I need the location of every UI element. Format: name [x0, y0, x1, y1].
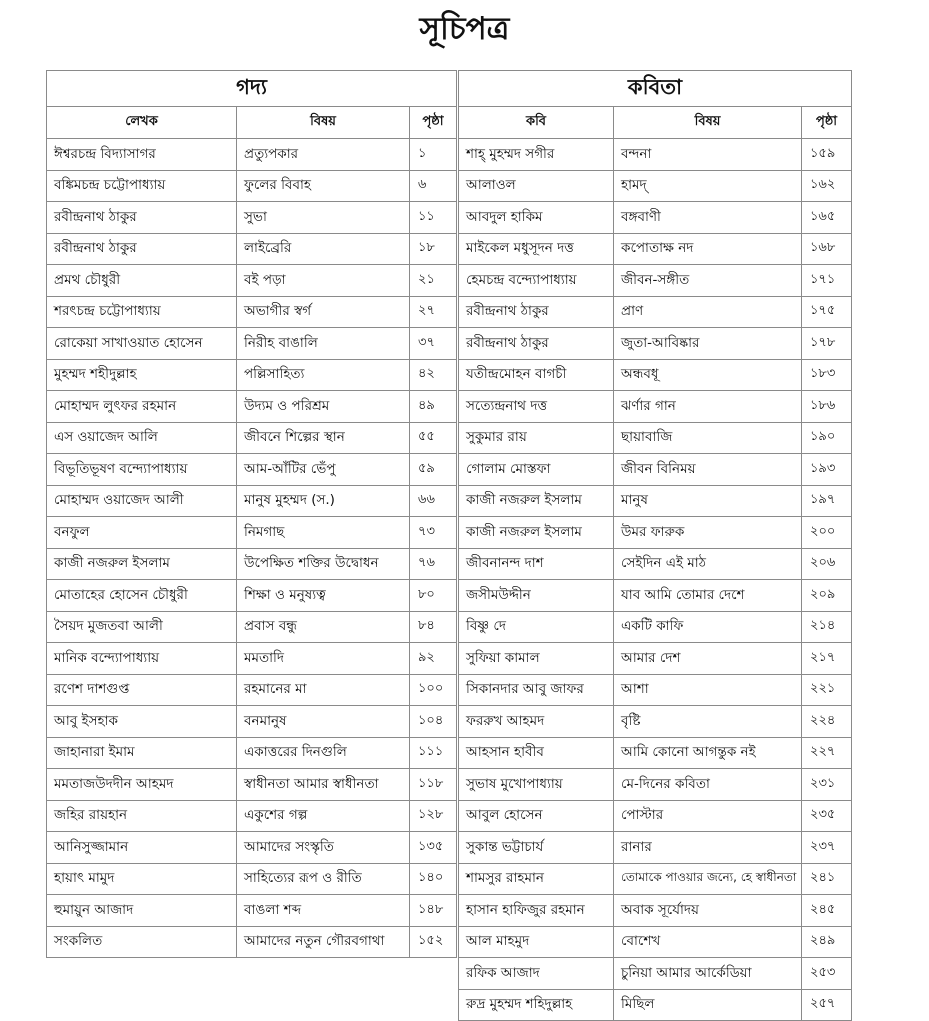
poet-cell: রফিক আজাদ — [459, 958, 614, 990]
column-header-subject: বিষয় — [237, 107, 410, 139]
page-number-cell: ২৫৩ — [802, 958, 852, 990]
subject-cell: অবাক সূর্যোদয় — [614, 895, 802, 927]
author-cell: মমতাজউদদীন আহমদ — [47, 769, 237, 801]
page-number-cell: ৬ — [410, 170, 457, 202]
author-cell: সংকলিত — [47, 926, 237, 958]
subject-cell: জীবন বিনিময় — [614, 454, 802, 486]
table-row — [459, 832, 852, 864]
table-row — [47, 202, 457, 234]
table-row — [459, 926, 852, 958]
table-row — [47, 674, 457, 706]
subject-cell: বৃষ্টি — [614, 706, 802, 738]
page-title: সূচিপত্র — [419, 11, 510, 47]
page-number-cell: ৮৪ — [410, 611, 457, 643]
table-row — [459, 265, 852, 297]
poet-cell: সুভাষ মুখোপাধ্যায় — [459, 769, 614, 801]
author-cell: এস ওয়াজেদ আলি — [47, 422, 237, 454]
table-row — [459, 422, 852, 454]
table-row — [459, 737, 852, 769]
author-cell: প্রমথ চৌধুরী — [47, 265, 237, 297]
subject-cell: ঝর্ণার গান — [614, 391, 802, 423]
page-number-cell: ২১ — [410, 265, 457, 297]
table-row — [47, 265, 457, 297]
subject-cell: অন্ধবধূ — [614, 359, 802, 391]
subject-cell: বন্দনা — [614, 139, 802, 171]
poet-cell: আল মাহমুদ — [459, 926, 614, 958]
author-cell: মুহম্মদ শহীদুল্লাহ — [47, 359, 237, 391]
author-cell: শরৎচন্দ্র চট্টোপাধ্যায় — [47, 296, 237, 328]
table-row — [47, 769, 457, 801]
author-cell: জাহানারা ইমাম — [47, 737, 237, 769]
page-number-cell: ১৯০ — [802, 422, 852, 454]
table-row — [459, 769, 852, 801]
poet-cell: মাইকেল মধুসূদন দত্ত — [459, 233, 614, 265]
page-number-cell: ২০৬ — [802, 548, 852, 580]
page-number-cell: ৭৬ — [410, 548, 457, 580]
poet-cell: রুদ্র মুহম্মদ শহিদুল্লাহ — [459, 989, 614, 1021]
page-number-cell: ২৪৯ — [802, 926, 852, 958]
subject-cell: আমার দেশ — [614, 643, 802, 675]
subject-cell: আমাদের সংস্কৃতি — [237, 832, 410, 864]
table-row — [459, 989, 852, 1021]
table-row — [459, 328, 852, 360]
page-number-cell: ১৫২ — [410, 926, 457, 958]
subject-cell: পোস্টার — [614, 800, 802, 832]
subject-cell: নিরীহ বাঙালি — [237, 328, 410, 360]
subject-cell: যাব আমি তোমার দেশে — [614, 580, 802, 612]
column-header-subject: বিষয় — [614, 107, 802, 139]
subject-cell: প্রবাস বন্ধু — [237, 611, 410, 643]
author-cell: কাজী নজরুল ইসলাম — [47, 548, 237, 580]
subject-cell: স্বাধীনতা আমার স্বাধীনতা — [237, 769, 410, 801]
subject-cell: সেইদিন এই মাঠ — [614, 548, 802, 580]
table-row — [47, 580, 457, 612]
author-cell: বঙ্কিমচন্দ্র চট্টোপাধ্যায় — [47, 170, 237, 202]
subject-cell: জীবন-সঙ্গীত — [614, 265, 802, 297]
table-row — [47, 643, 457, 675]
poet-cell: রবীন্দ্রনাথ ঠাকুর — [459, 296, 614, 328]
column-header-page: পৃষ্ঠা — [410, 107, 457, 139]
table-row — [47, 863, 457, 895]
column-header-poet: কবি — [459, 107, 614, 139]
author-cell: রবীন্দ্রনাথ ঠাকুর — [47, 233, 237, 265]
author-cell: হায়াৎ মামুদ — [47, 863, 237, 895]
page-number-cell: ২১৪ — [802, 611, 852, 643]
subject-cell: ছায়াবাজি — [614, 422, 802, 454]
table-row — [47, 170, 457, 202]
page-number-cell: ২৪১ — [802, 863, 852, 895]
table-row — [47, 611, 457, 643]
table-row — [47, 895, 457, 927]
page-number-cell: ৩৭ — [410, 328, 457, 360]
page-number-cell: ১০৪ — [410, 706, 457, 738]
prose-table — [46, 70, 457, 958]
table-row — [459, 895, 852, 927]
page-number-cell: ২০৯ — [802, 580, 852, 612]
poet-cell: বিষ্ণু দে — [459, 611, 614, 643]
table-row — [47, 328, 457, 360]
page-number-cell: ১০০ — [410, 674, 457, 706]
poet-cell: গোলাম মোস্তফা — [459, 454, 614, 486]
table-row — [459, 611, 852, 643]
subject-cell: উদ্যম ও পরিশ্রম — [237, 391, 410, 423]
table-row — [47, 233, 457, 265]
author-cell: আনিসুজ্জামান — [47, 832, 237, 864]
subject-cell: আমি কোনো আগন্তুক নই — [614, 737, 802, 769]
subject-cell: একটি কাফি — [614, 611, 802, 643]
poet-cell: আলাওল — [459, 170, 614, 202]
page-number-cell: ১৮৩ — [802, 359, 852, 391]
table-row — [47, 391, 457, 423]
subject-cell: একুশের গল্প — [237, 800, 410, 832]
subject-cell: মানুষ মুহম্মদ (স.) — [237, 485, 410, 517]
table-row — [459, 454, 852, 486]
page-number-cell: ১৬৫ — [802, 202, 852, 234]
subject-cell: মানুষ — [614, 485, 802, 517]
poet-cell: জীবনানন্দ দাশ — [459, 548, 614, 580]
table-row — [459, 170, 852, 202]
table-row — [459, 139, 852, 171]
table-row — [459, 233, 852, 265]
poet-cell: আবদুল হাকিম — [459, 202, 614, 234]
author-cell: মানিক বন্দ্যোপাধ্যায় — [47, 643, 237, 675]
page-number-cell: ২৭ — [410, 296, 457, 328]
page-number-cell: ১৩৫ — [410, 832, 457, 864]
author-cell: মোহাম্মদ লুৎফর রহমান — [47, 391, 237, 423]
subject-cell: উপেক্ষিত শক্তির উদ্বোধন — [237, 548, 410, 580]
table-row — [459, 643, 852, 675]
table-row — [459, 580, 852, 612]
subject-cell: উমর ফারুক — [614, 517, 802, 549]
page-number-cell: ৪২ — [410, 359, 457, 391]
page-number-cell: ১৬৮ — [802, 233, 852, 265]
poet-cell: শামসুর রাহমান — [459, 863, 614, 895]
poetry-rows — [459, 139, 852, 1021]
subject-cell: মিছিল — [614, 989, 802, 1021]
page-number-cell: ৭৩ — [410, 517, 457, 549]
page-number-cell: ১৯৭ — [802, 485, 852, 517]
poet-cell: সুকুমার রায় — [459, 422, 614, 454]
page-number-cell: ২৩৭ — [802, 832, 852, 864]
poet-cell: জসীমউদ্দীন — [459, 580, 614, 612]
poet-cell: হেমচন্দ্র বন্দ্যোপাধ্যায় — [459, 265, 614, 297]
column-header-author: লেখক — [47, 107, 237, 139]
author-cell: সৈয়দ মুজতবা আলী — [47, 611, 237, 643]
subject-cell: বনমানুষ — [237, 706, 410, 738]
page-number-cell: ৪৯ — [410, 391, 457, 423]
table-row — [47, 706, 457, 738]
poet-cell: কাজী নজরুল ইসলাম — [459, 485, 614, 517]
table-row — [459, 706, 852, 738]
subject-cell: আমাদের নতুন গৌরবগাথা — [237, 926, 410, 958]
subject-cell: সাহিত্যের রূপ ও রীতি — [237, 863, 410, 895]
table-row — [47, 548, 457, 580]
page-number-cell: ৫৫ — [410, 422, 457, 454]
poet-cell: সত্যেন্দ্রনাথ দত্ত — [459, 391, 614, 423]
table-row — [47, 454, 457, 486]
subject-cell: লাইব্রেরি — [237, 233, 410, 265]
poet-cell: সুফিয়া কামাল — [459, 643, 614, 675]
table-row — [47, 485, 457, 517]
table-row — [459, 800, 852, 832]
poet-cell: যতীন্দ্রমোহন বাগচী — [459, 359, 614, 391]
prose-rows — [47, 139, 457, 958]
page-number-cell: ২১৭ — [802, 643, 852, 675]
page-number-cell: ২২৪ — [802, 706, 852, 738]
subject-cell: চুনিয়া আমার আর্কেডিয়া — [614, 958, 802, 990]
author-cell: মোতাহের হোসেন চৌধুরী — [47, 580, 237, 612]
table-row — [459, 296, 852, 328]
table-row — [459, 863, 852, 895]
page-number-cell: ১৯৩ — [802, 454, 852, 486]
poetry-section-heading: কবিতা — [459, 71, 852, 107]
page-number-cell: ৯২ — [410, 643, 457, 675]
table-row — [459, 958, 852, 990]
author-cell: জহির রায়হান — [47, 800, 237, 832]
subject-cell: সুভা — [237, 202, 410, 234]
table-row — [47, 800, 457, 832]
subject-cell: বোশেখ — [614, 926, 802, 958]
subject-cell: তোমাকে পাওয়ার জন্যে, হে স্বাধীনতা — [614, 863, 802, 895]
page-number-cell: ৮০ — [410, 580, 457, 612]
author-cell: হুমায়ুন আজাদ — [47, 895, 237, 927]
subject-cell: জীবনে শিল্পের স্থান — [237, 422, 410, 454]
page-number-cell: ২৩১ — [802, 769, 852, 801]
subject-cell: পল্লিসাহিত্য — [237, 359, 410, 391]
subject-cell: বই পড়া — [237, 265, 410, 297]
author-cell: রবীন্দ্রনাথ ঠাকুর — [47, 202, 237, 234]
subject-cell: বঙ্গবাণী — [614, 202, 802, 234]
page-number-cell: ২৩৫ — [802, 800, 852, 832]
page-number-cell: ১১১ — [410, 737, 457, 769]
subject-cell: জুতা-আবিষ্কার — [614, 328, 802, 360]
page-number-cell: ২৫৭ — [802, 989, 852, 1021]
page-number-cell: ১৭৫ — [802, 296, 852, 328]
table-row — [47, 737, 457, 769]
page-number-cell: ১৪৮ — [410, 895, 457, 927]
subject-cell: অভাগীর স্বর্গ — [237, 296, 410, 328]
poet-cell: আবুল হোসেন — [459, 800, 614, 832]
author-cell: ঈশ্বরচন্দ্র বিদ্যাসাগর — [47, 139, 237, 171]
poet-cell: সিকানদার আবু জাফর — [459, 674, 614, 706]
subject-cell: হামদ্ — [614, 170, 802, 202]
subject-cell: একাত্তরের দিনগুলি — [237, 737, 410, 769]
author-cell: আবু ইসহাক — [47, 706, 237, 738]
subject-cell: কপোতাক্ষ নদ — [614, 233, 802, 265]
author-cell: রোকেয়া সাখাওয়াত হোসেন — [47, 328, 237, 360]
subject-cell: প্রত্যুপকার — [237, 139, 410, 171]
poetry-table — [458, 70, 852, 1021]
subject-cell: রহমানের মা — [237, 674, 410, 706]
poet-cell: হাসান হাফিজুর রহমান — [459, 895, 614, 927]
subject-cell: শিক্ষা ও মনুষ্যত্ব — [237, 580, 410, 612]
page-number-cell: ১৭১ — [802, 265, 852, 297]
table-row — [47, 926, 457, 958]
page-number-cell: ১১ — [410, 202, 457, 234]
author-cell: বিভূতিভূষণ বন্দ্যোপাধ্যায় — [47, 454, 237, 486]
table-row — [459, 485, 852, 517]
poet-cell: রবীন্দ্রনাথ ঠাকুর — [459, 328, 614, 360]
subject-cell: আম-আঁটির ভেঁপু — [237, 454, 410, 486]
table-row — [47, 139, 457, 171]
subject-cell: আশা — [614, 674, 802, 706]
page-number-cell: ১৮৬ — [802, 391, 852, 423]
table-row — [459, 202, 852, 234]
page-number-cell: ১৫৯ — [802, 139, 852, 171]
author-cell: মোহাম্মদ ওয়াজেদ আলী — [47, 485, 237, 517]
table-row — [459, 674, 852, 706]
poet-cell: ফররুখ আহমদ — [459, 706, 614, 738]
subject-cell: মমতাদি — [237, 643, 410, 675]
page-number-cell: ১১৮ — [410, 769, 457, 801]
page-number-cell: ১৪০ — [410, 863, 457, 895]
author-cell: রণেশ দাশগুপ্ত — [47, 674, 237, 706]
subject-cell: বাঙলা শব্দ — [237, 895, 410, 927]
page-number-cell: ২২১ — [802, 674, 852, 706]
table-row — [47, 517, 457, 549]
subject-cell: রানার — [614, 832, 802, 864]
table-row — [459, 517, 852, 549]
page-number-cell: ১৬২ — [802, 170, 852, 202]
author-cell: বনফুল — [47, 517, 237, 549]
page-number-cell: ১৮ — [410, 233, 457, 265]
column-header-page: পৃষ্ঠা — [802, 107, 852, 139]
poet-cell: আহসান হাবীব — [459, 737, 614, 769]
table-row — [47, 359, 457, 391]
page-number-cell: ১৭৮ — [802, 328, 852, 360]
subject-cell: প্রাণ — [614, 296, 802, 328]
page-number-cell: ৬৬ — [410, 485, 457, 517]
table-row — [47, 296, 457, 328]
subject-cell: মে-দিনের কবিতা — [614, 769, 802, 801]
page-number-cell: ২০০ — [802, 517, 852, 549]
prose-section-heading: গদ্য — [47, 71, 457, 107]
page-number-cell: ৫৯ — [410, 454, 457, 486]
table-row — [459, 548, 852, 580]
page-number-cell: ১ — [410, 139, 457, 171]
page-number-cell: ২২৭ — [802, 737, 852, 769]
table-row — [47, 422, 457, 454]
subject-cell: নিমগাছ — [237, 517, 410, 549]
page-number-cell: ২৪৫ — [802, 895, 852, 927]
table-row — [459, 391, 852, 423]
subject-cell: ফুলের বিবাহ — [237, 170, 410, 202]
page-number-cell: ১২৮ — [410, 800, 457, 832]
poet-cell: কাজী নজরুল ইসলাম — [459, 517, 614, 549]
table-row — [47, 832, 457, 864]
poet-cell: সুকান্ত ভট্টাচার্য — [459, 832, 614, 864]
table-row — [459, 359, 852, 391]
poet-cell: শাহ্ মুহম্মদ সগীর — [459, 139, 614, 171]
